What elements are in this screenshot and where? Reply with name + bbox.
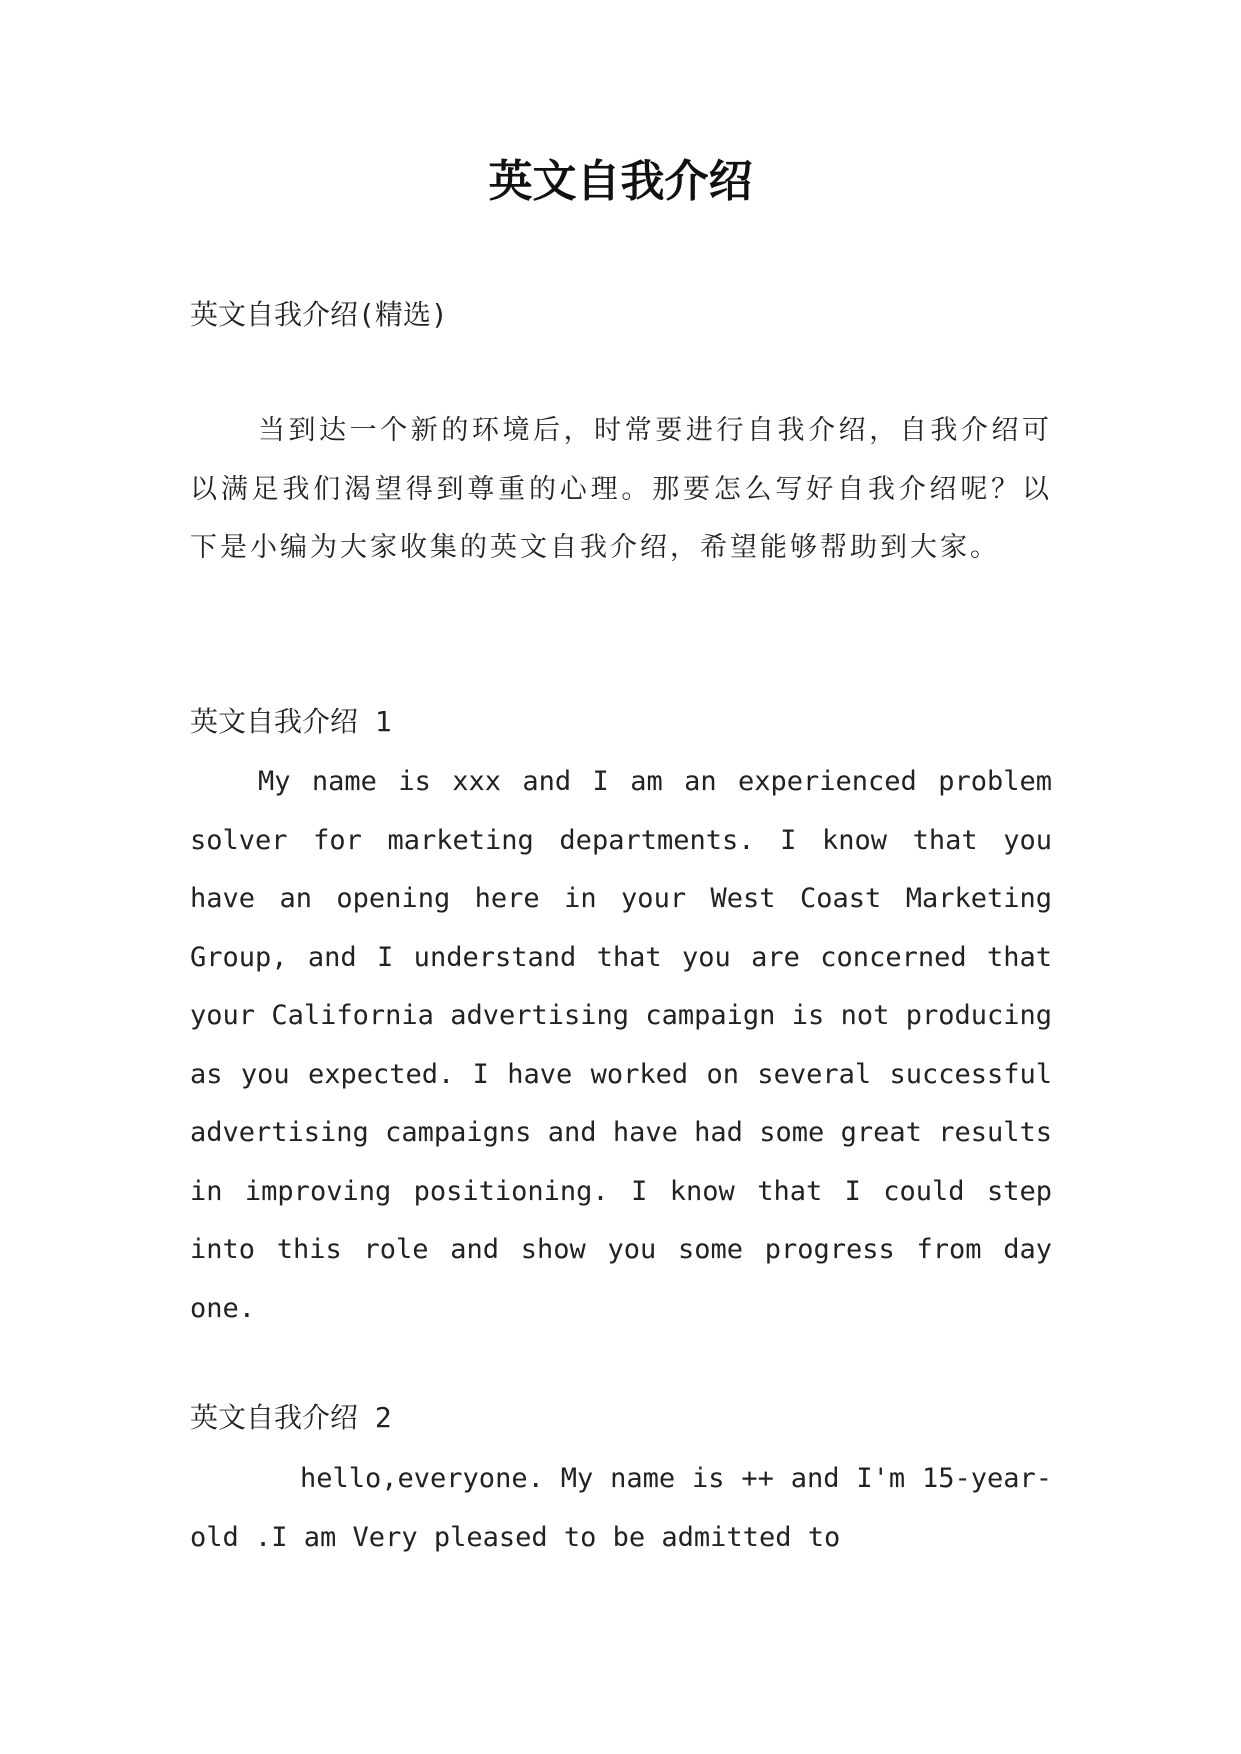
section-heading-2: 英文自我介绍 2 [190, 1401, 392, 1434]
document-subtitle: 英文自我介绍(精选) [190, 298, 448, 331]
section-heading-1: 英文自我介绍 1 [190, 705, 392, 738]
intro-paragraph: 当到达一个新的环境后，时常要进行自我介绍，自我介绍可以满足我们渴望得到尊重的心理。那要怎么写好自我介绍呢？以下是小编为大家收集的英文自我介绍，希望能够帮助到大家。 [190, 415, 1052, 563]
document-title: 英文自我介绍 [488, 156, 753, 207]
section-body-2: hello,everyone. My name is ++ and I'm 15-year-old .I am Very pleased to be admitted to [190, 1463, 1052, 1553]
section-body-1: My name is xxx and I am an experienced problem solver for marketing departments. I know that you have an opening here in your West Coast Marketing Group, and I understand that you are concerned that your California advertising campaign is not producing as you expected. I have worked on several successful advertising campaigns and have had some great results in improving positioning. I know that I could step into this role and show you some progress from day one. [190, 766, 1052, 1324]
